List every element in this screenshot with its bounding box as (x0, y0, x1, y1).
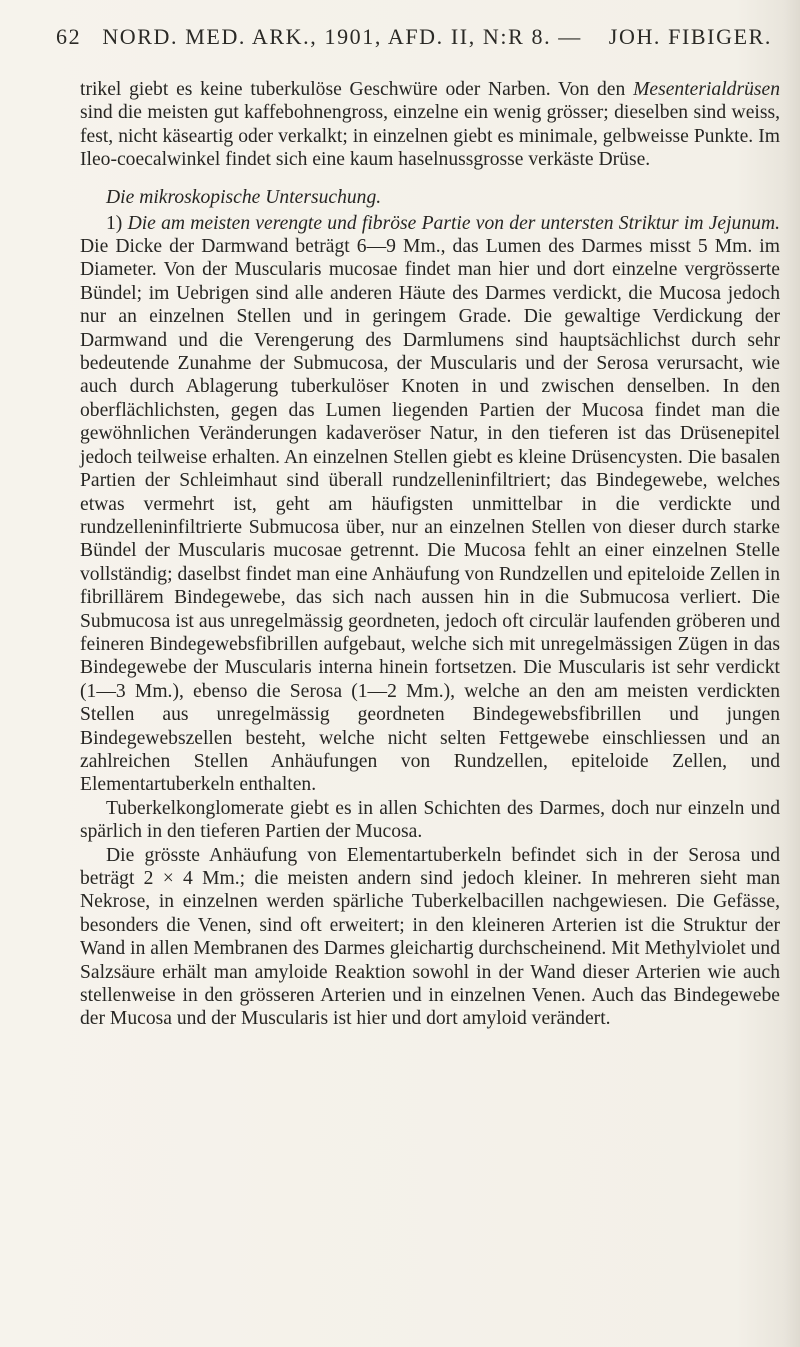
page-number: 62 (56, 24, 82, 49)
paragraph-anhaeufung: Die grösste Anhäufung von Elementartuberkeln befindet sich in der Serosa und beträgt 2 × 4 Mm.; die meisten andern sind jedoch kleiner. In mehreren sieht man Nekrose, in einzelnen werden spärliche Tuberkelbacillen nachgewiesen. Die Gefässe, besonders die Venen, sind oft erweitert; in den kleineren Arterien ist die Struktur der Wand in allen Membranen des Darmes gleichartig durchscheinend. Mit Methylviolet und Salzsäure erhält man amyloide Reaktion sowohl in der Wand dieser Arterien wie auch stellenweise in den grösseren Arterien und in einzelnen Venen. Auch das Bindegewebe der Mucosa und der Muscularis ist hier und dort amyloid verändert. (80, 844, 780, 1030)
author-name: JOH. FIBIGER. (608, 24, 772, 49)
document-body (80, 78, 780, 1031)
specimen-title: Die am meisten verengte und fibröse Partie von der untersten Striktur im Jejunum. (127, 212, 780, 234)
paragraph-text: sind die meisten gut kaffebohnengross, einzelne ein wenig grösser; dieselben sind weiss, fest, nicht käseartig oder verkalkt; in einzelnen giebt es minimale, gelbweisse Punkte. Im Ileo-coecalwinkel findet sich eine kaum haselnussgrosse verkäste Drüse. (80, 102, 780, 171)
italic-term: Mesenterialdrüsen (633, 79, 780, 100)
section-heading: Die mikroskopische Untersuchung. (106, 186, 382, 208)
paragraph-tuberkel: Tuberkelkonglomerate giebt es in allen Schichten des Darmes, doch nur einzeln und spärlich in den tieferen Partien der Mucosa. (80, 797, 780, 843)
paragraph-continued (80, 78, 780, 172)
paragraph-text: Die Dicke der Darmwand beträgt 6—9 Mm., das Lumen des Darmes misst 5 Mm. im Diameter. Von der Muscularis mucosae findet man hier und dort einzelne vergrösserte Bündel; im Uebrigen sind alle anderen Häute des Darmes verdickt, die Mucosa jedoch nur an einzelnen Stellen und in geringem Grade. Die gewaltige Verdickung der Darmwand und die Verengerung des Darmlumens sind hauptsächlichst durch sehr bedeutende Zunahme der Submucosa, der Muscularis und der Serosa verursacht, wie auch durch Ablagerung tuberkulöser Knoten in und zwischen denselben. In den oberflächlichsten, gegen das Lumen liegenden Partien der Mucosa findet man die gewöhnlichen Veränderungen kadaveröser Natur, in den tieferen ist das Drüsenepitel jedoch teilweise erhalten. An einzelnen Stellen giebt es kleine Drüsencysten. Die basalen Partien der Schleimhaut sind überall rundzelleninfiltriert; das Bindegewebe, welches etwas vermehrt ist, geht am häufigsten unmittelbar in die verdickte und rundzelleninfiltrierte Submucosa über, nur an einzelnen Stellen von dieser durch starke Bündel der Muscularis mucosae getrennt. Die Mucosa fehlt an einer einzelnen Stelle vollständig; daselbst findet man eine Anhäufung von Rundzellen und epiteloide Zellen in fibrillärem Bindegewebe, das sich nach aussen hin in die Submucosa verliert. Die Submucosa ist aus unregelmässig geordneten, jedoch oft circulär laufenden gröberen und feineren Bindegewebsfibrillen aufgebaut, welche sich mit unregelmässigen Zügen in das Bindegewebe der Muscularis interna hinein fortsetzen. Die Muscularis ist sehr verdickt (1—3 Mm.), ebenso die Serosa (1—2 Mm.), welche an den am meisten verdickten Stellen aus unregelmässig geordneten Bindegewebsfibrillen und jungen Bindegewebszellen besteht, welche nicht selten Fettgewebe einschliessen und an zahlreichen Stellen Anhäufungen von Rundzellen, epiteloide Zellen, und Elementartuberkeln enthalten. (80, 236, 780, 796)
paragraph-specimen-1 (80, 212, 780, 797)
journal-citation: NORD. MED. ARK., 1901, AFD. II, N:R 8. — (102, 24, 582, 49)
paragraph-text: trikel giebt es keine tuberkulöse Geschwüre oder Narben. Von den (80, 79, 634, 100)
running-header (56, 24, 772, 50)
list-number: 1) (106, 212, 128, 234)
